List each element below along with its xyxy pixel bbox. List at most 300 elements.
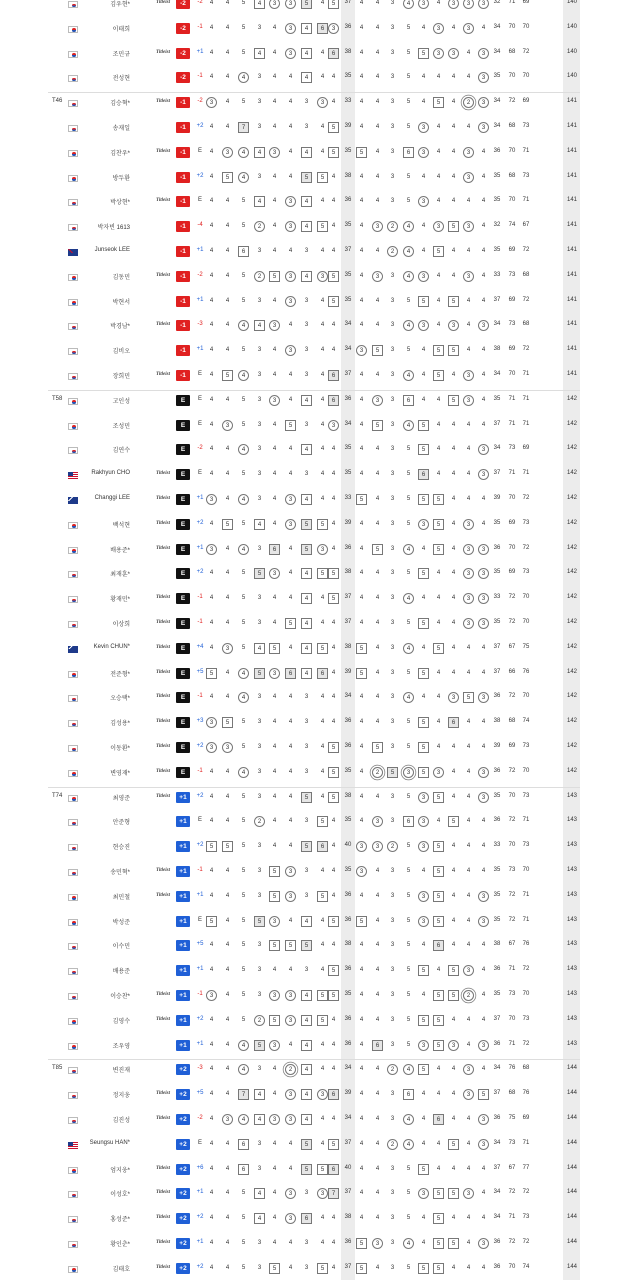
round2-score: 72 xyxy=(522,48,530,55)
hole-score: 4 xyxy=(272,347,277,354)
player-name[interactable]: 이태희 xyxy=(112,26,130,33)
player-name[interactable]: 최영준 xyxy=(112,795,130,802)
out-total: 38 xyxy=(344,941,352,948)
hole-score: 4 xyxy=(272,49,277,56)
hole-score: 3 xyxy=(390,967,395,974)
hole-score: 4 xyxy=(225,446,230,453)
hole-score: 4 xyxy=(451,471,456,478)
hole-score: 3 xyxy=(317,1188,328,1199)
round2-score: 72 xyxy=(522,966,530,973)
hole-score: 4 xyxy=(254,643,265,654)
hole-score: 4 xyxy=(466,892,471,899)
to-par-badge: +1 xyxy=(176,965,190,976)
hole-score: 4 xyxy=(272,818,277,825)
hole-score: 3 xyxy=(285,1188,296,1199)
player-name[interactable]: 전준형* xyxy=(110,671,130,678)
player-row[interactable] xyxy=(0,984,640,1009)
player-name[interactable]: 정지웅 xyxy=(112,1093,130,1100)
hole-score: 4 xyxy=(466,496,471,502)
player-row[interactable] xyxy=(0,1257,640,1282)
sponsor-logo: Titleist xyxy=(156,744,170,749)
hole-score: 4 xyxy=(375,992,380,998)
player-row[interactable] xyxy=(0,959,640,984)
round1-score: 68 xyxy=(508,48,516,55)
player-row[interactable] xyxy=(0,190,640,215)
player-row[interactable] xyxy=(0,1009,640,1034)
round2-score: 71 xyxy=(522,817,530,824)
hole-score: 5 xyxy=(241,49,246,56)
hole-score: 4 xyxy=(331,892,336,899)
total-strokes: 141 xyxy=(566,222,577,229)
hole-score: 4 xyxy=(375,1016,380,1023)
player-row[interactable] xyxy=(0,910,640,935)
hole-score: 4 xyxy=(421,99,426,106)
hole-score: 5 xyxy=(406,1016,411,1023)
hole-score: 3 xyxy=(418,792,429,803)
player-name[interactable]: 변진재 xyxy=(112,1068,130,1075)
out-total: 38 xyxy=(344,48,352,55)
hole-score: 5 xyxy=(241,1240,246,1246)
total-strokes: 142 xyxy=(566,643,577,650)
player-row[interactable] xyxy=(0,339,640,364)
hole-score: 4 xyxy=(225,768,230,775)
hole-score: 4 xyxy=(403,271,414,282)
player-row[interactable] xyxy=(0,314,640,339)
hole-score: 4 xyxy=(359,396,364,403)
hole-score: 4 xyxy=(320,322,325,329)
in-total: 36 xyxy=(493,767,501,774)
round2-score: 76 xyxy=(522,941,530,948)
player-row[interactable] xyxy=(0,42,640,67)
sponsor-logo: Titleist xyxy=(156,1240,170,1245)
hole-score: 4 xyxy=(375,198,380,205)
hole-score: 2 xyxy=(254,816,265,827)
round1-score: 72 xyxy=(508,916,516,923)
hole-score: 4 xyxy=(451,868,456,874)
hole-score: 4 xyxy=(359,595,364,602)
hole-score: 3 xyxy=(372,1238,383,1249)
sponsor-logo: Titleist xyxy=(156,1215,170,1221)
hole-score: 4 xyxy=(331,669,336,676)
hole-score: 5 xyxy=(448,1139,459,1150)
player-row[interactable] xyxy=(0,835,640,860)
player-row[interactable] xyxy=(0,1207,640,1232)
player-name[interactable]: 박자빈 1613 xyxy=(97,225,130,232)
round1-score: 72 xyxy=(508,98,516,105)
hole-score: 5 xyxy=(285,940,296,951)
hole-score: 4 xyxy=(436,1066,441,1073)
hole-score: 4 xyxy=(466,446,471,453)
hole-score: 5 xyxy=(406,347,411,354)
hole-score: 3 xyxy=(206,717,217,728)
hole-score: 3 xyxy=(478,48,489,59)
player-name[interactable]: 엄지웅* xyxy=(110,1167,130,1174)
player-row[interactable] xyxy=(0,1133,640,1158)
player-row[interactable] xyxy=(0,463,640,488)
player-row[interactable] xyxy=(0,265,640,290)
hole-score: 4 xyxy=(451,173,456,180)
player-name[interactable]: 조성민 xyxy=(112,423,130,430)
out-total: 35 xyxy=(344,991,352,997)
hole-score: 3 xyxy=(285,196,296,207)
player-name[interactable]: 박경남* xyxy=(110,324,130,331)
hole-score: 4 xyxy=(301,1040,312,1051)
hole-score: 5 xyxy=(328,147,339,158)
hole-score: 4 xyxy=(272,372,277,378)
player-name[interactable]: Rakhyun CHO xyxy=(91,470,130,477)
hole-score: 4 xyxy=(375,620,380,626)
player-name[interactable]: 배용준* xyxy=(110,547,130,554)
hole-score: 4 xyxy=(209,297,214,304)
in-total: 36 xyxy=(493,1040,501,1047)
hole-score: 3 xyxy=(478,618,489,629)
player-row[interactable] xyxy=(0,686,640,711)
player-name[interactable]: 홍성준* xyxy=(110,1217,130,1224)
total-strokes: 142 xyxy=(566,718,577,725)
player-row[interactable] xyxy=(0,1232,640,1257)
hole-score: 4 xyxy=(375,1140,380,1147)
player-name[interactable]: Junseok LEE xyxy=(94,247,130,253)
player-name[interactable]: 송민혁* xyxy=(110,870,130,876)
player-row[interactable] xyxy=(0,290,640,315)
hole-score: 3 xyxy=(390,595,395,602)
hole-score: 4 xyxy=(209,248,214,254)
hole-score: 3 xyxy=(372,395,383,406)
player-row[interactable] xyxy=(0,1058,640,1083)
hole-score: 4 xyxy=(320,198,325,205)
total-strokes: 140 xyxy=(566,0,577,5)
hole-score: 5 xyxy=(433,916,444,927)
total-strokes: 144 xyxy=(566,1164,577,1171)
player-row[interactable] xyxy=(0,1083,640,1108)
hole-score: 4 xyxy=(225,1066,230,1073)
hole-score: 4 xyxy=(481,1066,486,1073)
player-row[interactable] xyxy=(0,637,640,662)
hole-score: 3 xyxy=(285,519,296,530)
round1-score: 70 xyxy=(508,1015,516,1022)
hole-score: 4 xyxy=(466,669,471,676)
player-row[interactable] xyxy=(0,1182,640,1207)
player-name[interactable]: 김태호 xyxy=(112,1266,130,1273)
today-score: E xyxy=(197,147,202,154)
hole-score: 4 xyxy=(466,322,471,329)
hole-score: 4 xyxy=(481,1016,486,1023)
hole-score: 4 xyxy=(403,692,414,703)
player-row[interactable] xyxy=(0,538,640,563)
hole-score: 4 xyxy=(481,24,486,31)
hole-score: 3 xyxy=(222,1114,233,1125)
hole-score: 4 xyxy=(288,694,293,701)
hole-score: 4 xyxy=(481,248,486,254)
player-name[interactable]: 김진성 xyxy=(112,1118,130,1124)
player-row[interactable] xyxy=(0,91,640,116)
player-row[interactable] xyxy=(0,934,640,959)
player-name[interactable]: 박성준 xyxy=(112,919,130,926)
player-row[interactable] xyxy=(0,141,640,166)
hole-score: 4 xyxy=(272,1240,277,1246)
hole-score: 4 xyxy=(375,297,380,304)
hole-score: 4 xyxy=(272,520,277,527)
hole-score: 5 xyxy=(406,892,411,899)
hole-score: 3 xyxy=(390,421,395,428)
hole-score: 4 xyxy=(209,644,214,651)
player-row[interactable] xyxy=(0,364,640,389)
hole-score: 6 xyxy=(418,469,429,480)
to-par-badge: -1 xyxy=(176,271,190,282)
hole-score: 3 xyxy=(285,0,296,9)
hole-score: 4 xyxy=(359,446,364,453)
player-row[interactable] xyxy=(0,736,640,761)
hole-score: 4 xyxy=(359,793,364,800)
to-par-badge: -1 xyxy=(176,221,190,232)
player-name[interactable]: 변영재* xyxy=(110,770,130,777)
hole-score: 5 xyxy=(448,990,459,1001)
today-score: +1 xyxy=(196,346,204,353)
hole-score: 3 xyxy=(463,1188,474,1199)
hole-score: 4 xyxy=(481,198,486,205)
hole-score: 4 xyxy=(466,1215,471,1222)
in-total: 35 xyxy=(493,247,501,253)
hole-score: 3 xyxy=(478,72,489,83)
hole-score: 5 xyxy=(372,742,383,753)
hole-score: 3 xyxy=(304,967,309,974)
hole-score: 4 xyxy=(272,1066,277,1073)
hole-score: 4 xyxy=(209,471,214,478)
hole-score: 4 xyxy=(320,719,325,726)
hole-score: 3 xyxy=(317,544,328,555)
player-name[interactable]: 황인춘* xyxy=(110,1242,130,1248)
in-total: 36 xyxy=(493,1263,501,1270)
hole-score: 3 xyxy=(285,494,296,505)
player-name[interactable]: 안준형 xyxy=(112,820,130,827)
hole-score: 4 xyxy=(375,793,380,800)
player-name[interactable]: 이성호* xyxy=(110,1192,130,1199)
out-total: 38 xyxy=(344,569,352,576)
round1-score: 73 xyxy=(508,867,516,873)
player-row[interactable] xyxy=(0,612,640,637)
hole-score: 4 xyxy=(288,446,293,453)
today-score: +1 xyxy=(196,1239,204,1245)
hole-score: 4 xyxy=(320,917,325,924)
player-row[interactable] xyxy=(0,215,640,240)
player-row[interactable] xyxy=(0,562,640,587)
player-row[interactable] xyxy=(0,587,640,612)
player-row[interactable] xyxy=(0,438,640,463)
player-row[interactable] xyxy=(0,116,640,141)
in-total: 34 xyxy=(493,1189,501,1196)
player-name[interactable]: 백석현 xyxy=(112,522,130,529)
hole-score: 3 xyxy=(448,692,459,703)
hole-score: 4 xyxy=(466,818,471,825)
hole-score: 3 xyxy=(433,23,444,34)
hole-score: 4 xyxy=(301,1064,312,1075)
out-total: 37 xyxy=(344,1139,352,1146)
player-row[interactable] xyxy=(0,166,640,191)
hole-score: 4 xyxy=(436,471,441,478)
hole-score: 4 xyxy=(288,1240,293,1246)
player-name[interactable]: 전성현 xyxy=(112,76,130,83)
in-total: 36 xyxy=(493,817,501,824)
in-total: 37 xyxy=(493,643,501,650)
hole-score: 4 xyxy=(254,147,265,158)
player-row[interactable] xyxy=(0,662,640,687)
hole-score: 4 xyxy=(403,1238,414,1249)
to-par-badge: +1 xyxy=(176,1015,190,1026)
out-total: 34 xyxy=(344,346,352,353)
player-row[interactable] xyxy=(0,0,640,17)
player-row[interactable] xyxy=(0,389,640,414)
hole-score: 4 xyxy=(421,347,426,354)
player-row[interactable] xyxy=(0,1158,640,1183)
hole-score: 5 xyxy=(241,917,246,924)
player-name[interactable]: 김승혁* xyxy=(110,101,130,108)
hole-score: 5 xyxy=(241,24,246,31)
out-total: 35 xyxy=(344,445,352,452)
hole-score: 3 xyxy=(257,1165,262,1172)
hole-score: 3 xyxy=(463,0,474,9)
hole-score: 4 xyxy=(481,148,486,155)
player-name[interactable]: 방두환 xyxy=(112,175,130,182)
player-name[interactable]: 현승진 xyxy=(112,845,130,852)
out-total: 36 xyxy=(344,1239,352,1245)
player-name[interactable]: 김성용* xyxy=(110,721,130,728)
hole-score: 5 xyxy=(328,990,339,1001)
hole-score: 4 xyxy=(209,421,214,428)
today-score: +1 xyxy=(196,1189,204,1196)
hole-score: 4 xyxy=(209,818,214,825)
hole-score: 3 xyxy=(390,694,395,701)
hole-score: 4 xyxy=(359,620,364,626)
player-name[interactable]: 고인성 xyxy=(112,398,130,405)
hole-score: 4 xyxy=(466,124,471,130)
player-name[interactable]: 김찬우* xyxy=(110,150,130,157)
total-strokes: 142 xyxy=(566,445,577,452)
sponsor-logo: Titleist xyxy=(156,322,170,328)
player-row[interactable] xyxy=(0,17,640,42)
player-name[interactable]: 이동환* xyxy=(110,746,130,752)
total-strokes: 141 xyxy=(566,147,577,154)
in-total: 35 xyxy=(493,172,501,179)
hole-score: 4 xyxy=(209,1140,214,1147)
total-strokes: 142 xyxy=(566,668,577,675)
hole-score: 4 xyxy=(331,719,336,726)
player-name[interactable]: 김우현* xyxy=(110,2,130,8)
total-strokes: 144 xyxy=(566,1115,577,1121)
player-name[interactable]: 박상현* xyxy=(110,200,130,207)
hole-score: 3 xyxy=(269,0,280,9)
player-name[interactable]: 최재훈* xyxy=(110,572,130,579)
hole-score: 5 xyxy=(418,767,429,778)
hole-score: 4 xyxy=(331,1215,336,1222)
player-name[interactable]: 장희민 xyxy=(112,374,130,380)
player-name[interactable]: Seungsu HAN* xyxy=(89,1139,130,1146)
player-row[interactable] xyxy=(0,860,640,885)
round1-score: 72 xyxy=(508,817,516,824)
hole-score: 4 xyxy=(331,868,336,874)
player-name[interactable]: 김연수 xyxy=(112,448,130,455)
round2-score: 71 xyxy=(522,916,530,923)
hole-score: 4 xyxy=(320,967,325,974)
round2-score: 70 xyxy=(522,73,530,80)
hole-score: 3 xyxy=(372,816,383,827)
player-row[interactable] xyxy=(0,761,640,786)
to-par-badge: E xyxy=(176,494,190,505)
round2-score: 72 xyxy=(522,247,530,253)
player-name[interactable]: 김비오 xyxy=(112,349,130,356)
hole-score: 5 xyxy=(356,1263,367,1274)
hole-score: 3 xyxy=(285,1015,296,1026)
hole-score: 3 xyxy=(304,248,309,254)
hole-score: 4 xyxy=(225,1215,230,1222)
player-row[interactable] xyxy=(0,711,640,736)
player-name[interactable]: 박현서 xyxy=(112,299,130,306)
hole-score: 3 xyxy=(285,990,296,1001)
hole-score: 4 xyxy=(466,644,471,651)
to-par-badge: E xyxy=(176,420,190,431)
hole-score: 3 xyxy=(418,1040,429,1051)
total-strokes: 141 xyxy=(566,296,577,303)
hole-score: 4 xyxy=(238,1114,249,1125)
player-name[interactable]: Kevin CHUN* xyxy=(93,643,130,650)
player-name[interactable]: 송재일 xyxy=(112,126,130,132)
player-name[interactable]: 오승택* xyxy=(110,696,130,703)
hole-score: 4 xyxy=(288,793,293,800)
round1-score: 71 xyxy=(508,395,516,402)
player-row[interactable] xyxy=(0,66,640,91)
hole-score: 5 xyxy=(448,1238,459,1249)
player-row[interactable] xyxy=(0,513,640,538)
hole-score: 3 xyxy=(304,818,309,825)
hole-score: 4 xyxy=(225,868,230,874)
hole-score: 5 xyxy=(356,147,367,158)
player-row[interactable] xyxy=(0,488,640,513)
sponsor-logo: Titleist xyxy=(156,372,170,377)
player-name[interactable]: 조우영 xyxy=(112,1043,130,1050)
player-name[interactable]: 이상희 xyxy=(112,622,130,628)
hole-score: 4 xyxy=(331,942,336,949)
hole-score: 4 xyxy=(301,271,312,282)
hole-score: 3 xyxy=(433,767,444,778)
player-name[interactable]: 배용준 xyxy=(112,969,130,976)
hole-score: 3 xyxy=(390,669,395,676)
player-row[interactable] xyxy=(0,414,640,439)
player-row[interactable] xyxy=(0,1108,640,1133)
player-name[interactable]: 황재민* xyxy=(110,597,130,604)
hole-score: 4 xyxy=(288,843,293,850)
player-row[interactable] xyxy=(0,810,640,835)
player-row[interactable] xyxy=(0,786,640,811)
player-name[interactable]: 최민철 xyxy=(112,894,130,901)
out-total: 34 xyxy=(344,1115,352,1121)
player-name[interactable]: 김동민 xyxy=(112,274,130,281)
hole-score: 4 xyxy=(375,967,380,974)
hole-score: 4 xyxy=(436,0,441,6)
player-name[interactable]: Changgi LEE xyxy=(94,495,130,501)
hole-score: 3 xyxy=(304,744,309,750)
today-score: +1 xyxy=(196,48,204,55)
player-row[interactable] xyxy=(0,1034,640,1059)
player-row[interactable] xyxy=(0,240,640,265)
player-name[interactable]: 이수민 xyxy=(112,944,130,951)
player-name[interactable]: 김영수 xyxy=(112,1018,130,1025)
out-total: 36 xyxy=(344,966,352,973)
today-score: +6 xyxy=(196,1164,204,1171)
player-name[interactable]: 조민규 xyxy=(112,51,130,58)
player-row[interactable] xyxy=(0,885,640,910)
player-name[interactable]: 이승찬* xyxy=(110,994,130,1000)
round2-score: 70 xyxy=(522,867,530,873)
out-total: 36 xyxy=(344,23,352,30)
